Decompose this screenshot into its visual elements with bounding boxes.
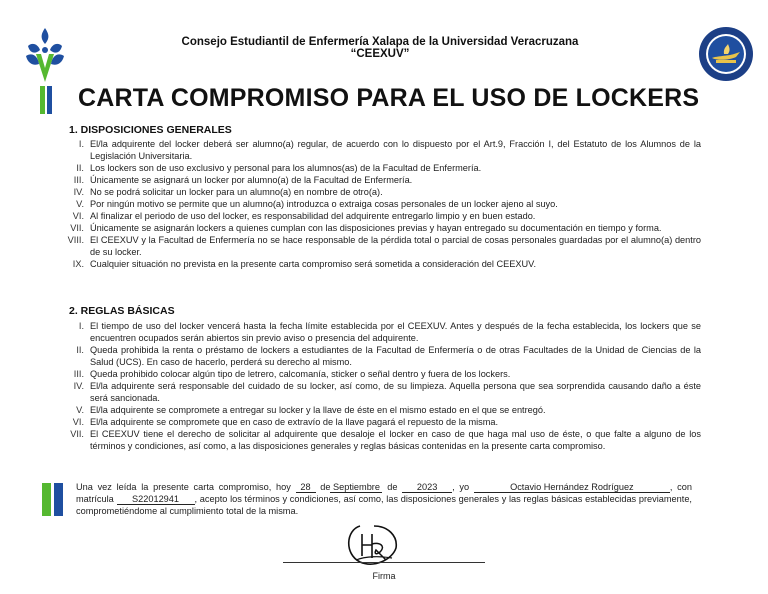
list-item-text: Queda prohibida la renta o préstamo de lockers a estudiantes de la Facultad de Enfermería o de otras Facultades de la Unidad de Ciencias de la Salud (UCS). En caso de hacerlo, perderá su derecho al mismo. xyxy=(90,345,701,367)
nursing-lamp-seal-icon xyxy=(698,26,754,82)
agreement-statement xyxy=(76,481,692,517)
signature-label: Firma xyxy=(372,571,396,581)
section-title-general: 1. DISPOSICIONES GENERALES xyxy=(69,124,232,136)
list-item-number: III. xyxy=(73,369,84,379)
list-item xyxy=(56,404,701,416)
year-field[interactable]: 2023 xyxy=(402,482,452,493)
list-item xyxy=(56,138,701,162)
list-item-text: El/la adquirente del locker deberá ser alumno(a) regular, de acuerdo con lo dispuesto por el Art.9, Fracción I, del Estatuto de los Alumnos de la Legislación Universitaria. xyxy=(90,139,701,161)
list-item-number: VI. xyxy=(72,211,84,221)
list-item xyxy=(56,198,701,210)
list-item-text: El CEEXUV tiene el derecho de solicitar al adquirente que desaloje el locker en caso de que haga mal uso de éste, o que falte a alguno de los términos y condiciones, así como, a las disposiciones generales y reglas básicas contenidas en la presente carta compromiso. xyxy=(90,429,701,451)
agreement-text: , acepto los términos y condiciones, así como, las disposiciones generales y las reglas básicas establecidas previamente, comprometiéndome al cumplimiento total de la misma. xyxy=(76,494,692,516)
list-item-number: IX. xyxy=(72,259,84,269)
basic-rules-list xyxy=(56,320,701,452)
list-item-number: II. xyxy=(76,163,84,173)
list-item-number: VIII. xyxy=(67,235,84,245)
list-item xyxy=(56,258,701,270)
list-item xyxy=(56,222,701,234)
list-item-number: IV. xyxy=(73,187,84,197)
list-item-text: El CEEXUV y la Facultad de Enfermería no se hace responsable de la pérdida total o parcial de cosas personales guardadas por el alumno(a) dentro de su locker. xyxy=(90,235,701,257)
list-item-number: VI. xyxy=(72,417,84,427)
council-name: Consejo Estudiantil de Enfermería Xalapa de la Universidad Veracruzana xyxy=(181,36,579,48)
list-item-number: II. xyxy=(76,345,84,355)
student-id-field[interactable]: S22012941 xyxy=(117,494,195,505)
green-accent-bar xyxy=(42,483,51,516)
list-item-text: Queda prohibido colocar algún tipo de letrero, calcomanía, sticker o señal dentro y fuera de los lockers. xyxy=(90,369,511,379)
list-item-number: VII. xyxy=(70,429,84,439)
list-item-number: V. xyxy=(76,405,84,415)
section-title-basic-rules: 2. REGLAS BÁSICAS xyxy=(69,305,175,317)
list-item xyxy=(56,162,701,174)
list-item xyxy=(56,186,701,198)
list-item-text: Los lockers son de uso exclusivo y personal para los alumnos(as) de la Facultad de Enfermería. xyxy=(90,163,482,173)
agreement-text: con matrícula xyxy=(76,482,692,504)
general-provisions-list xyxy=(56,138,701,270)
council-acronym: “CEEXUV” xyxy=(350,48,410,60)
list-item xyxy=(56,210,701,222)
signature-line xyxy=(283,562,485,563)
list-item-number: III. xyxy=(73,175,84,185)
agreement-text: de xyxy=(320,482,331,492)
list-item xyxy=(56,428,701,452)
list-item-number: I. xyxy=(78,139,84,149)
list-item xyxy=(56,380,701,404)
page-title: CARTA COMPROMISO PARA EL USO DE LOCKERS xyxy=(78,84,700,112)
list-item-text: Por ningún motivo se permite que un alumno(a) introduzca o extraiga cosas personales de un locker ajeno al suyo. xyxy=(90,199,558,209)
list-item-text: Al finalizar el periodo de uso del locker, es responsabilidad del adquirente entregarlo limpio y en buen estado. xyxy=(90,211,536,221)
uv-flower-logo-icon xyxy=(22,26,68,116)
list-item xyxy=(56,320,701,344)
list-item-text: El/la adquirente será responsable del cuidado de su locker, así como, de su limpieza. Aquella persona que sea sorprendida causando daño a éste será sancionada. xyxy=(90,381,701,403)
blue-accent-bar xyxy=(54,483,63,516)
month-field[interactable]: Septiembre xyxy=(330,482,382,493)
agreement-text: Una vez leída la presente carta compromiso, hoy xyxy=(76,482,291,492)
list-item-text: El/la adquirente se compromete a entregar su locker y la llave de éste en el mismo estado en el que se entregó. xyxy=(90,405,546,415)
list-item xyxy=(56,234,701,258)
agreement-text: , xyxy=(669,482,673,492)
student-name-field[interactable]: Octavio Hernández Rodríguez xyxy=(474,482,670,493)
list-item-number: V. xyxy=(76,199,84,209)
list-item xyxy=(56,368,701,380)
list-item-text: Únicamente se asignarán lockers a quienes cumplan con las disposiciones previas y hayan entregado su documentación en tiempo y forma. xyxy=(90,223,662,233)
list-item-text: El tiempo de uso del locker vencerá hasta la fecha límite establecida por el CEEXUV. Antes y después de la fecha establecida, los lockers que se encuentren ocupados serán abiertos sin previo aviso o presencia del adquirente. xyxy=(90,321,701,343)
agreement-text: de xyxy=(387,482,398,492)
handwritten-signature-icon[interactable] xyxy=(340,520,410,568)
list-item xyxy=(56,174,701,186)
list-item xyxy=(56,416,701,428)
list-item-text: Cualquier situación no prevista en la presente carta compromiso será sometida a consideración del CEEXUV. xyxy=(90,259,536,269)
list-item xyxy=(56,344,701,368)
list-item-text: El/la adquirente se compromete que en caso de extravío de la llave pagará el repuesto de la misma. xyxy=(90,417,499,427)
list-item-number: I. xyxy=(78,321,84,331)
agreement-text: , yo xyxy=(452,482,470,492)
list-item-number: VII. xyxy=(70,223,84,233)
list-item-number: IV. xyxy=(73,381,84,391)
list-item-text: No se podrá solicitar un locker para un alumno(a) en nombre de otro(a). xyxy=(90,187,383,197)
list-item-text: Únicamente se asignará un locker por alumno(a) de la Facultad de Enfermería. xyxy=(90,175,413,185)
day-field[interactable]: 28 xyxy=(296,482,316,493)
